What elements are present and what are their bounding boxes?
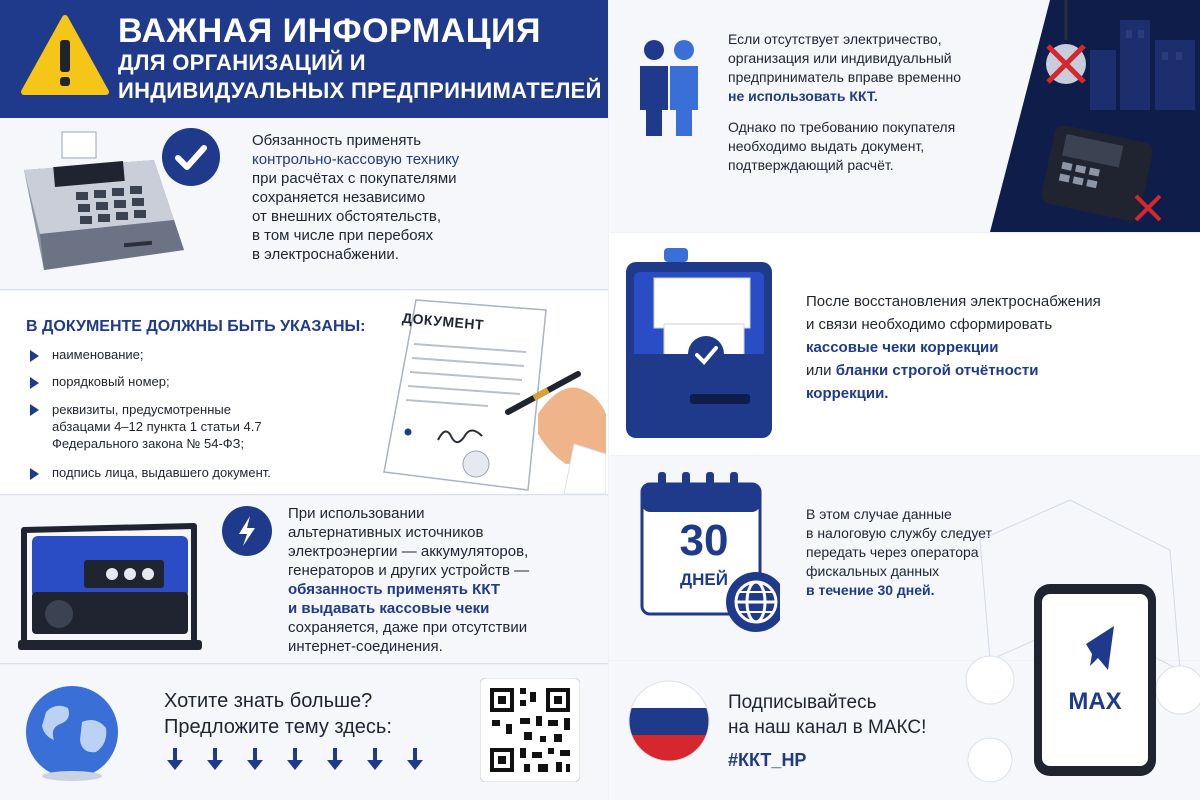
page-subtitle-line1: ДЛЯ ОРГАНИЗАЦИЙ И xyxy=(118,50,366,75)
app-name: MAX xyxy=(1068,688,1122,715)
no-power-line: необходимо выдать документ, xyxy=(728,138,925,154)
arrow-down-icon xyxy=(286,748,304,770)
duty-line: при расчётах с покупателями xyxy=(252,170,457,187)
arrow-down-icon xyxy=(246,748,264,770)
document-heading: В ДОКУМЕНТЕ ДОЛЖНЫ БЫТЬ УКАЗАНЫ: xyxy=(26,318,366,335)
bullet-icon xyxy=(30,468,39,480)
document-item: подпись лица, выдавшего документ. xyxy=(52,465,271,480)
days-number: 30 xyxy=(679,516,729,565)
duty-line: в том числе при перебоях xyxy=(252,227,434,244)
no-power-line: подтверждающий расчёт. xyxy=(728,157,894,173)
alt-line: генераторов и других устройств — xyxy=(288,562,530,579)
alt-line: интернет-соединения. xyxy=(288,638,443,655)
page-title: ВАЖНАЯ ИНФОРМАЦИЯ xyxy=(118,12,541,50)
people-icon xyxy=(634,38,704,138)
alt-line: электроэнергии — аккумуляторов, xyxy=(288,543,529,560)
qr-code[interactable] xyxy=(480,678,580,782)
bullet-icon xyxy=(30,404,39,416)
duty-highlight: контрольно-кассовую технику xyxy=(252,151,460,168)
subscribe-text xyxy=(728,690,926,740)
generator-icon xyxy=(14,506,214,656)
duty-line: от внешних обстоятельств, xyxy=(252,208,442,225)
no-power-line: организация или индивидуальный xyxy=(728,50,952,66)
no-power-line: Если отсутствует электричество, xyxy=(728,31,942,47)
receipt-printer-icon xyxy=(620,244,778,440)
document-item-line: абзацами 4–12 пункта 1 статьи 4.7 xyxy=(52,419,262,434)
document-item: порядковый номер; xyxy=(52,374,170,389)
alt-highlight: обязанность применять ККТ xyxy=(288,581,501,598)
duty-line: в электроснабжении. xyxy=(252,246,399,263)
document-item-line: реквизиты, предусмотренные xyxy=(52,402,231,417)
document-item-line: Федерального закона № 54-ФЗ; xyxy=(52,436,245,451)
alt-highlight: и выдавать кассовые чеки xyxy=(288,600,490,617)
page-subtitle-line2: ИНДИВИДУАЛЬНЫХ ПРЕДПРИНИМАТЕЛЕЙ xyxy=(118,78,602,103)
power-outage-illustration xyxy=(990,0,1200,232)
days-highlight: в течение 30 дней. xyxy=(806,582,935,598)
lightning-icon xyxy=(222,506,272,556)
no-power-text xyxy=(728,30,1028,175)
correction-line xyxy=(806,359,1186,382)
russia-flag-icon xyxy=(628,680,710,762)
spacer xyxy=(728,106,1028,118)
check-circle-icon xyxy=(162,128,220,186)
phone-icon[interactable] xyxy=(1030,580,1160,780)
alt-energy-text xyxy=(288,504,588,656)
subscribe-line: Подписывайтесь xyxy=(728,692,877,713)
more-line: Хотите знать больше? xyxy=(164,690,373,712)
document-item: наименование; xyxy=(52,347,144,362)
no-power-line: Однако по требованию покупателя xyxy=(728,119,956,135)
days-line: передать через оператора xyxy=(806,544,979,560)
days-line: В этом случае данные xyxy=(806,506,952,522)
correction-line: После восстановления электроснабжения xyxy=(806,293,1101,310)
arrow-down-icon xyxy=(326,748,344,770)
alt-line: При использовании xyxy=(288,505,425,522)
days-line: фискальных данных xyxy=(806,563,940,579)
correction-text xyxy=(806,290,1186,405)
warning-icon xyxy=(20,12,110,102)
correction-highlight: коррекции. xyxy=(806,385,889,402)
correction-line: и связи необходимо сформировать xyxy=(806,316,1053,333)
arrow-down-icon xyxy=(206,748,224,770)
days-line: в налоговую службу следует xyxy=(806,525,992,541)
alt-line: сохраняется, даже при отсутствии xyxy=(288,619,528,636)
duty-line: сохраняется независимо xyxy=(252,189,426,206)
days-unit: ДНЕЙ xyxy=(680,570,728,589)
bullet-icon xyxy=(30,377,39,389)
document-item xyxy=(52,401,262,452)
no-power-line: предприниматель вправе временно xyxy=(728,69,962,85)
subscribe-line: на наш канал в МАКС! xyxy=(728,717,927,738)
more-info-text xyxy=(164,688,392,740)
correction-highlight: бланки строгой отчётности xyxy=(835,362,1039,379)
correction-word: или xyxy=(806,362,836,379)
bullet-icon xyxy=(30,350,39,362)
document-paper-title: ДОКУМЕНТ xyxy=(401,309,485,333)
hashtag-link[interactable]: #ККТ_НР xyxy=(728,750,807,770)
arrow-down-icon xyxy=(406,748,424,770)
duty-text xyxy=(252,131,572,264)
more-line: Предложите тему здесь: xyxy=(164,716,392,738)
correction-highlight: кассовые чеки коррекции xyxy=(806,339,999,356)
globe-icon xyxy=(22,682,122,782)
duty-line: Обязанность применять xyxy=(252,132,422,149)
arrow-down-icon xyxy=(366,748,384,770)
no-power-highlight: не использовать ККТ. xyxy=(728,88,878,104)
arrow-down-icon xyxy=(166,748,184,770)
alt-line: альтернативных источников xyxy=(288,524,484,541)
